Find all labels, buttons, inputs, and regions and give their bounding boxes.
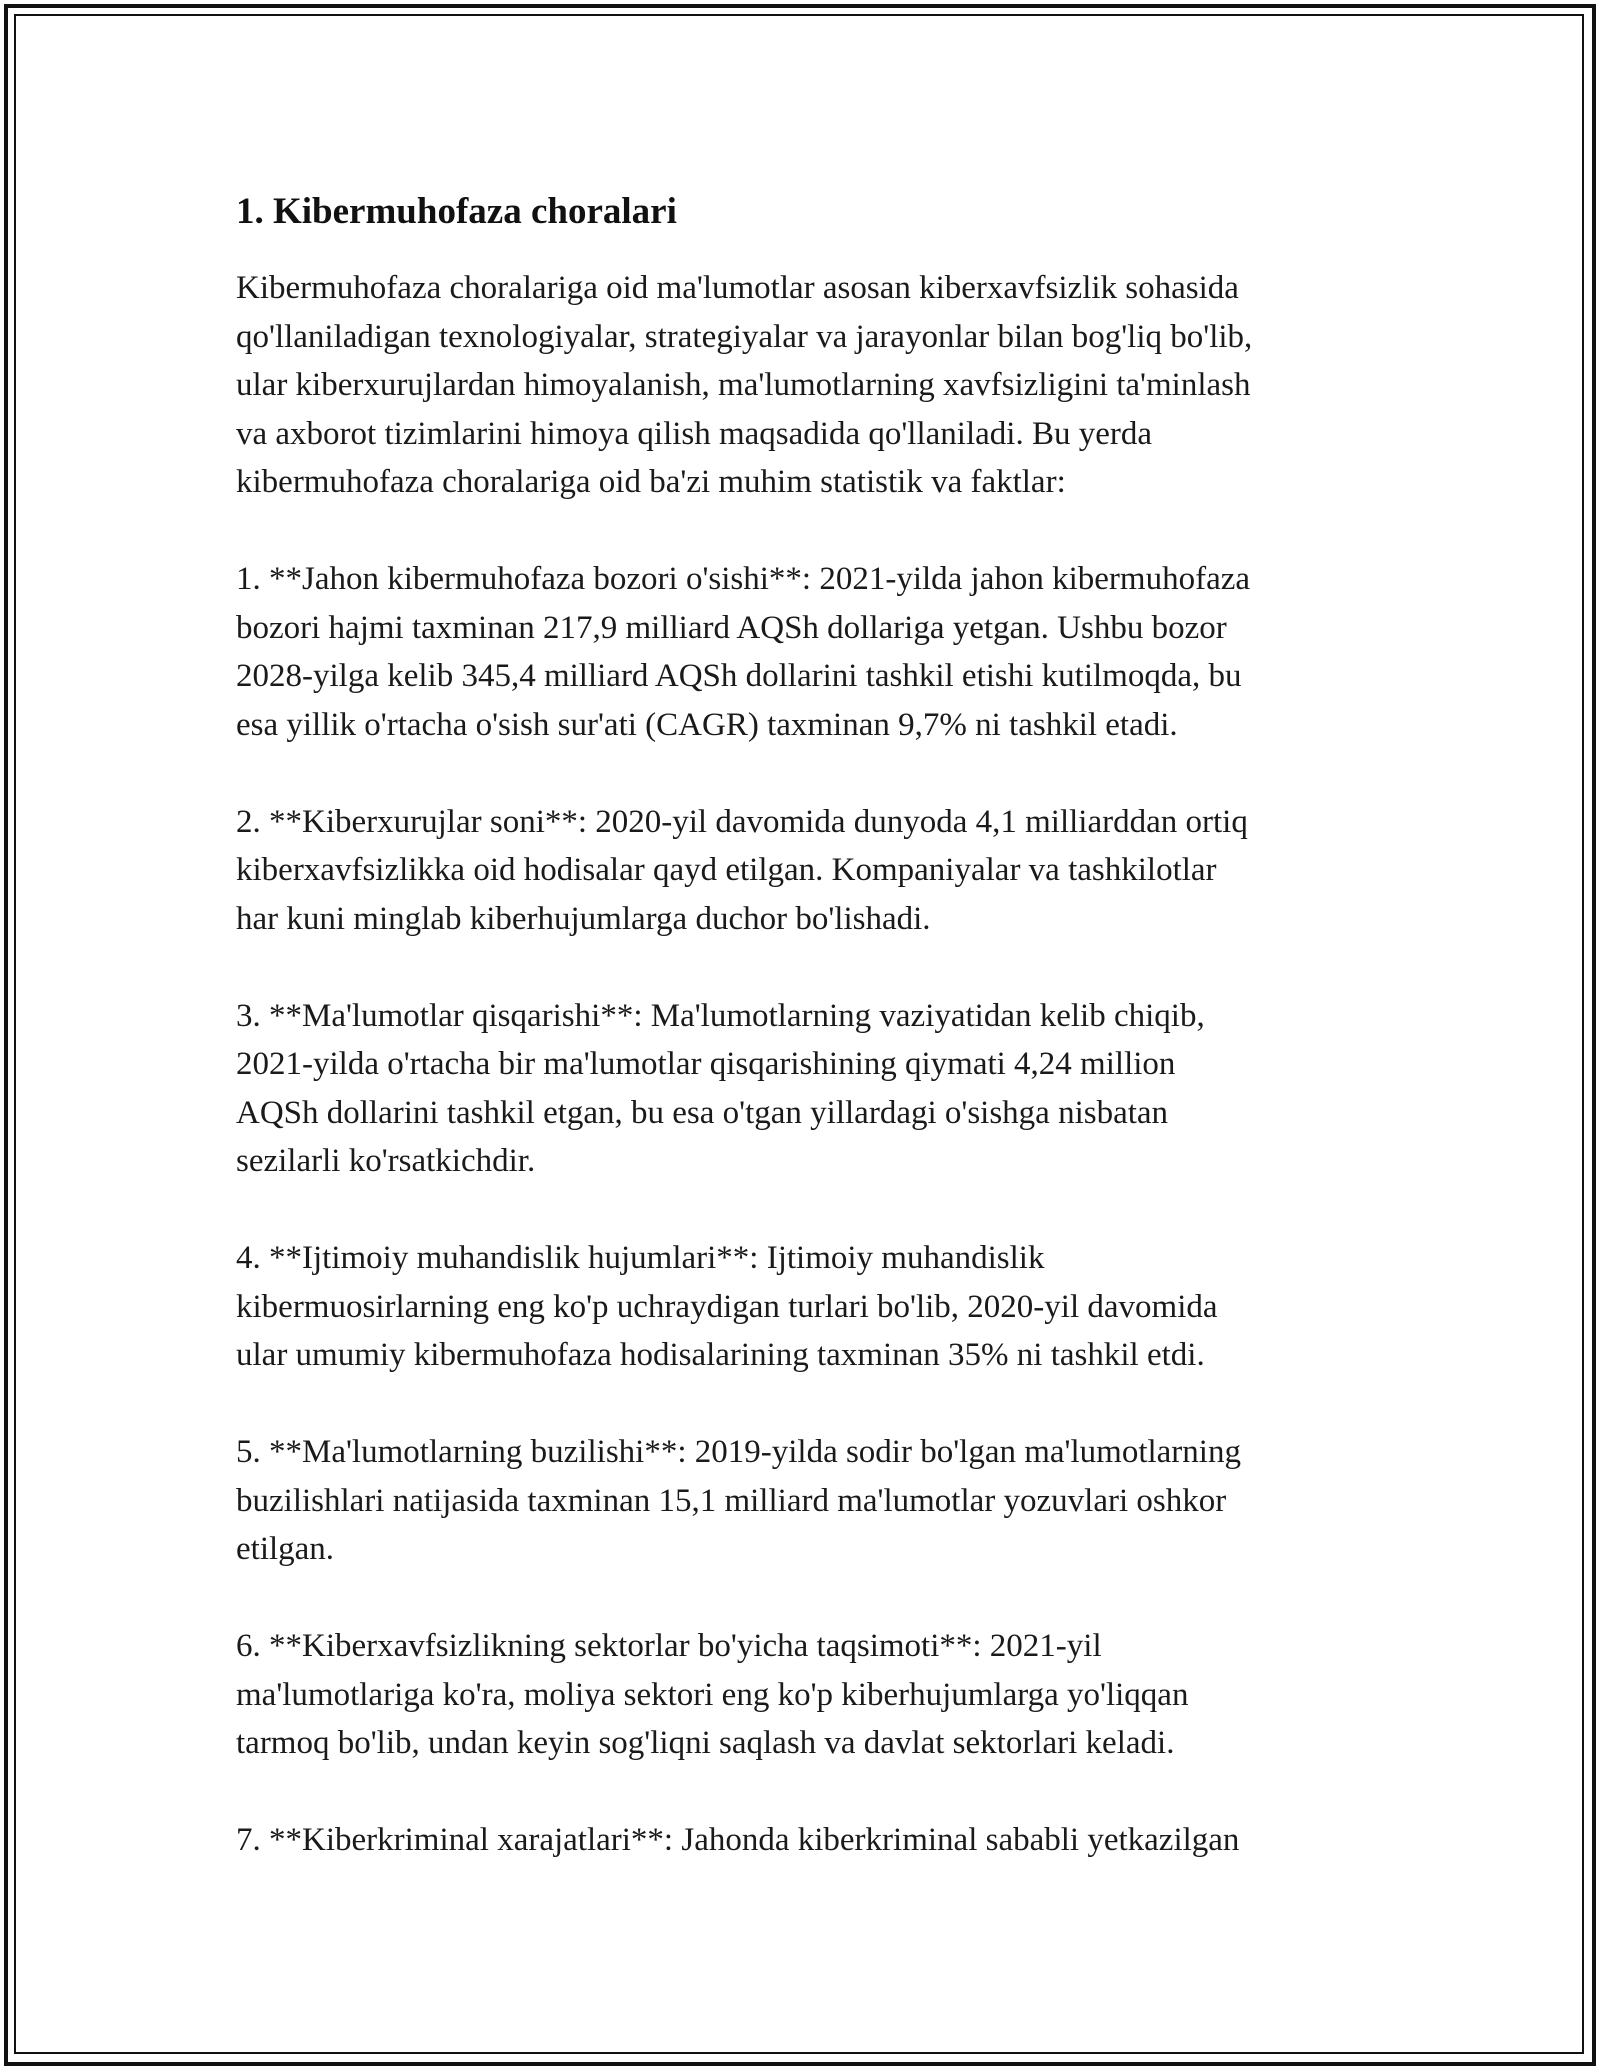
list-item-3: 3. **Ma'lumotlar qisqarishi**: Ma'lumotlarning vaziyatidan kelib chiqib, 2021-yilda o'rtacha bir ma'lumotlar qisqarishining qiymati 4,24 million AQSh dollarini tashkil etgan, bu esa o'tgan yillardagi o'sishga nisbatan sezilarli ko'rsatkichdir. — [236, 997, 1205, 1179]
list-item-4: 4. **Ijtimoiy muhandislik hujumlari**: Ijtimoiy muhandislik kibermuosirlarning eng ko'p uchraydigan turlari bo'lib, 2020-yil davomida ular umumiy kibermuhofaza hodisalarining taxminan 35% ni tashkil etdi. — [236, 1240, 1218, 1373]
intro-paragraph: Kibermuhofaza choralariga oid ma'lumotlar asosan kiberxavfsizlik sohasida qo'llaniladigan texnologiyalar, strategiyalar va jarayonlar bilan bog'liq bo'lib, ular kiberxurujlardan himoyalanish, ma'lumotlarning xavfsizligini ta'minlash va axborot tizimlarini himoya qilish maqsadida qo'llaniladi. Bu yerda kibermuhofaza choralariga oid ba'zi muhim statistik va faktlar: — [236, 270, 1253, 500]
document-title: 1. Kibermuhofaza choralari — [236, 191, 677, 232]
list-item-6: 6. **Kiberxavfsizlikning sektorlar bo'yicha taqsimoti**: 2021-yil ma'lumotlariga ko'ra, moliya sektori eng ko'p kiberhujumlarga yo'liqqan tarmoq bo'lib, undan keyin sog'liqni saqlash va davlat sektorlari keladi. — [236, 1628, 1189, 1761]
document-body — [236, 188, 1376, 1913]
list-item-2: 2. **Kiberxurujlar soni**: 2020-yil davomida dunyoda 4,1 milliarddan ortiq kiberxavfsizlikka oid hodisalar qayd etilgan. Kompaniyalar va tashkilotlar har kuni minglab kiberhujumlarga duchor bo'lishadi. — [236, 803, 1248, 937]
list-item-5: 5. **Ma'lumotlarning buzilishi**: 2019-yilda sodir bo'lgan ma'lumotlarning buzilishlari natijasida taxminan 15,1 milliard ma'lumotlar yozuvlari oshkor etilgan. — [236, 1434, 1241, 1567]
list-item-1: 1. **Jahon kibermuhofaza bozori o'sishi**: 2021-yilda jahon kibermuhofaza bozori hajmi taxminan 217,9 milliard AQSh dollariga yetgan. Ushbu bozor 2028-yilga kelib 345,4 milliard AQSh dollarini tashkil etishi kutilmoqda, bu esa yillik o'rtacha o'sish sur'ati (CAGR) taxminan 9,7% ni tashkil etadi. — [236, 561, 1251, 743]
list-item-7: 7. **Kiberkriminal xarajatlari**: Jahonda kiberkriminal sababli yetkazilgan — [236, 1822, 1240, 1858]
